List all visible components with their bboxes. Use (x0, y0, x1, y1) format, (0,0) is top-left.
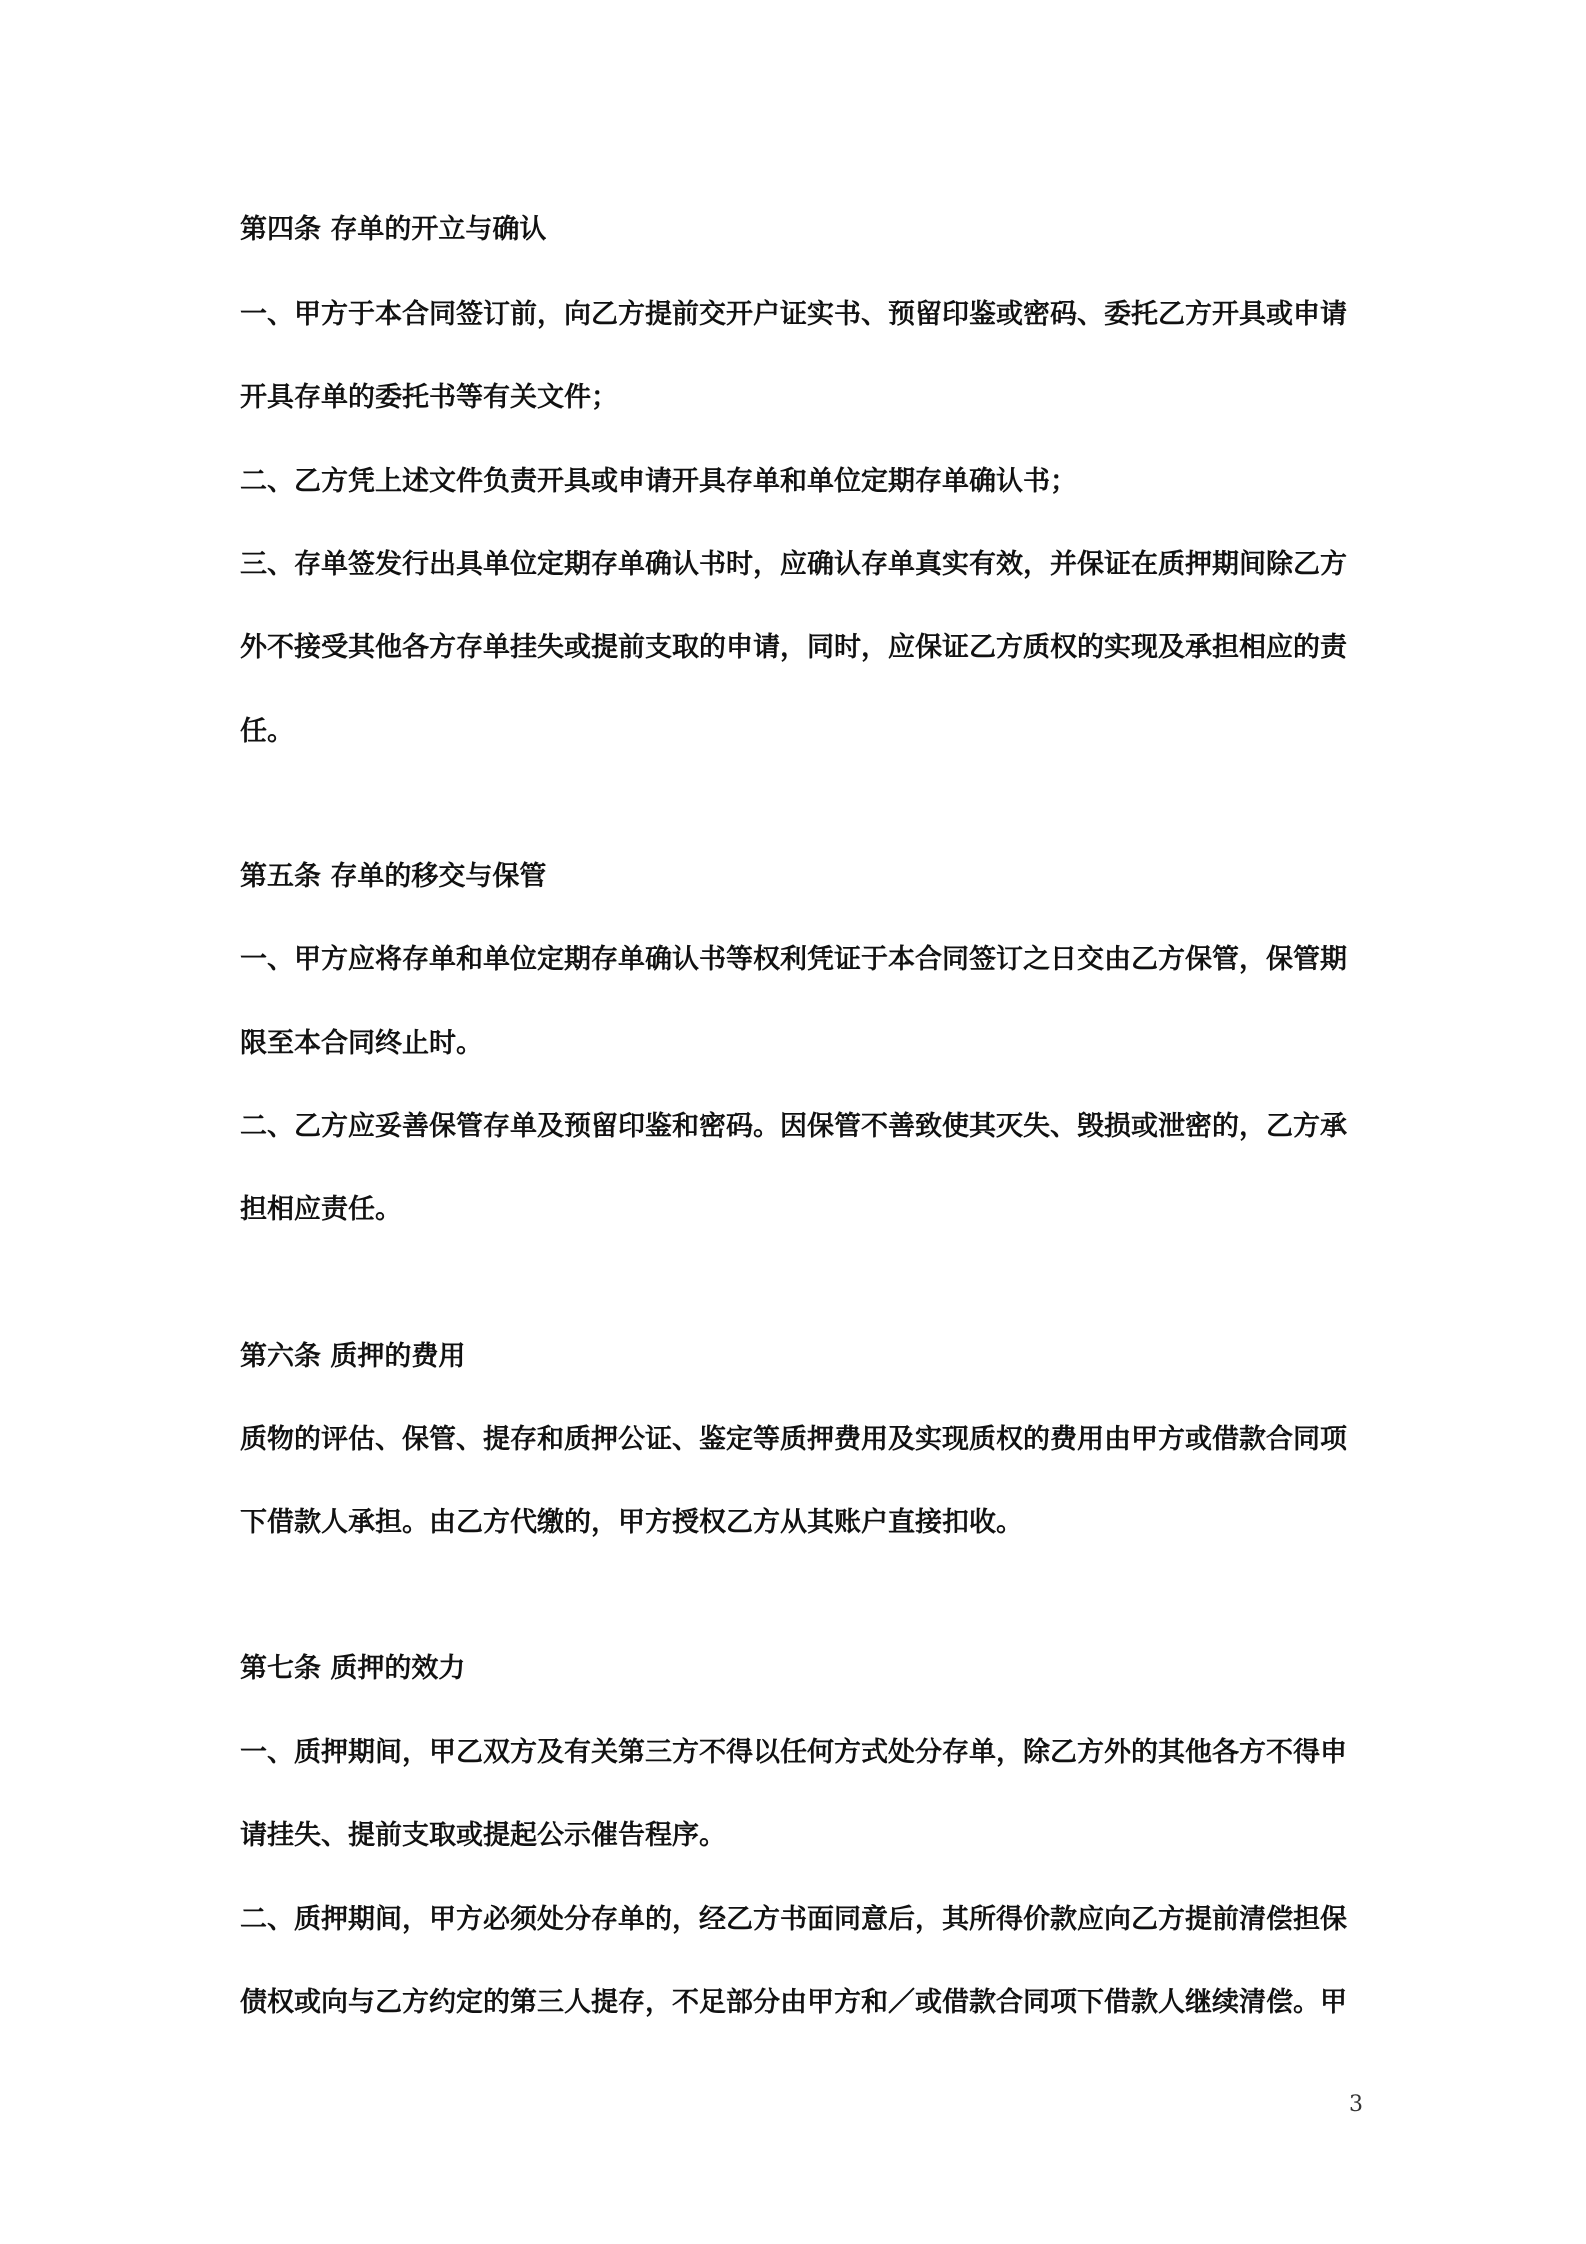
section-6-line-2: 下借款人承担。由乙方代缴的，甲方授权乙方从其账户直接扣收。 (240, 1507, 1023, 1538)
section-4-line-1: 一、甲方于本合同签订前，向乙方提前交开户证实书、预留印鉴或密码、委托乙方开具或申请 (240, 299, 1347, 330)
section-4-line-4: 三、存单签发行出具单位定期存单确认书时，应确认存单真实有效，并保证在质押期间除乙方 (240, 549, 1347, 580)
section-7-line-4: 债权或向与乙方约定的第三人提存，不足部分由甲方和／或借款合同项下借款人继续清偿。甲 (240, 1987, 1347, 2018)
section-5-heading: 第五条 存单的移交与保管 (240, 861, 547, 892)
section-5-line-1: 一、甲方应将存单和单位定期存单确认书等权利凭证于本合同签订之日交由乙方保管，保管期 (240, 944, 1347, 975)
section-4-line-6: 任。 (240, 716, 294, 747)
section-4-line-2: 开具存单的委托书等有关文件； (240, 382, 618, 413)
section-5-line-3: 二、乙方应妥善保管存单及预留印鉴和密码。因保管不善致使其灭失、毁损或泄密的，乙方承 (240, 1111, 1347, 1142)
section-7-line-3: 二、质押期间，甲方必须处分存单的，经乙方书面同意后，其所得价款应向乙方提前清偿担保 (240, 1904, 1347, 1935)
section-5-line-2: 限至本合同终止时。 (240, 1028, 483, 1059)
section-4-line-3: 二、乙方凭上述文件负责开具或申请开具存单和单位定期存单确认书； (240, 466, 1077, 497)
section-6-heading: 第六条 质押的费用 (240, 1341, 466, 1372)
section-7-line-2: 请挂失、提前支取或提起公示催告程序。 (240, 1820, 726, 1851)
section-5-line-4: 担相应责任。 (240, 1194, 402, 1225)
section-4-heading: 第四条 存单的开立与确认 (240, 214, 547, 245)
section-7-line-1: 一、质押期间，甲乙双方及有关第三方不得以任何方式处分存单，除乙方外的其他各方不得申 (240, 1737, 1347, 1768)
section-6-line-1: 质物的评估、保管、提存和质押公证、鉴定等质押费用及实现质权的费用由甲方或借款合同项 (240, 1424, 1347, 1455)
section-4-line-5: 外不接受其他各方存单挂失或提前支取的申请，同时，应保证乙方质权的实现及承担相应的责 (240, 632, 1347, 663)
page-number: 3 (1349, 2092, 1363, 2117)
section-7-heading: 第七条 质押的效力 (240, 1653, 466, 1684)
